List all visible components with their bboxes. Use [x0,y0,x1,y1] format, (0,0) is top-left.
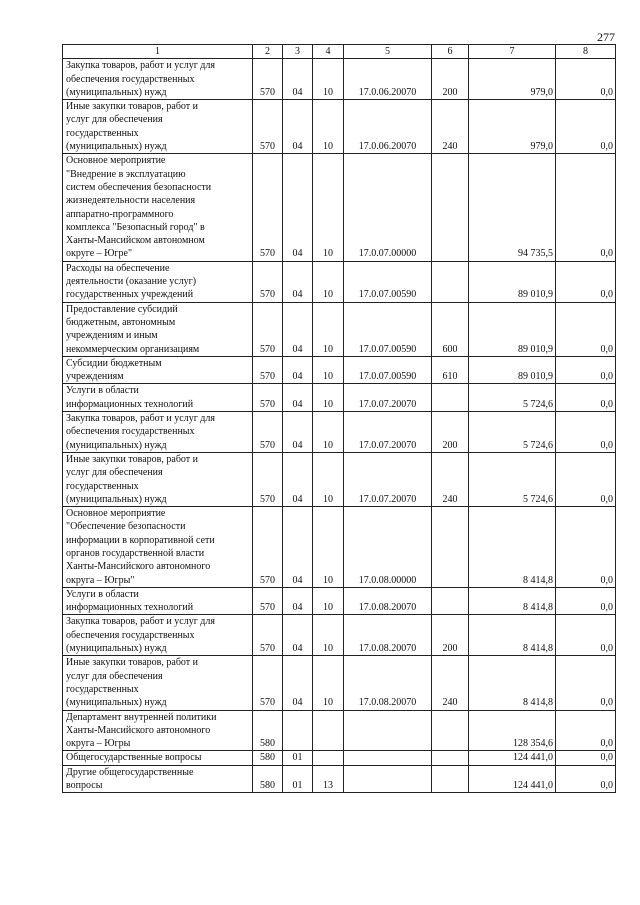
row-section-cell: 04 [283,452,313,506]
row-section-cell: 04 [283,656,313,710]
row-target-article-cell: 17.0.07.20070 [344,412,432,453]
column-header-5: 5 [344,45,432,59]
table-row [63,507,616,588]
table-row [63,765,616,793]
row-section-cell: 01 [283,751,313,765]
column-header-6: 6 [432,45,469,59]
row-expense-type-cell: 200 [432,412,469,453]
row-grbs-cell: 570 [253,261,283,302]
row-subsection-cell: 10 [313,100,344,154]
row-expense-type-cell: 240 [432,100,469,154]
row-subsection-cell: 10 [313,452,344,506]
table-row [63,452,616,506]
row-target-article-cell: 17.0.08.20070 [344,587,432,615]
row-amount-cell: 89 010,9 [469,302,556,356]
row-target-article-cell: 17.0.07.20070 [344,384,432,412]
row-grbs-cell: 570 [253,100,283,154]
row-target-article-cell [344,765,432,793]
row-amount2-cell: 0,0 [556,356,616,384]
row-section-cell: 04 [283,412,313,453]
row-target-article-cell: 17.0.07.00590 [344,356,432,384]
row-section-cell: 04 [283,615,313,656]
table-row [63,384,616,412]
table-row [63,154,616,261]
row-expense-type-cell: 600 [432,302,469,356]
row-subsection-cell: 10 [313,587,344,615]
row-target-article-cell [344,710,432,751]
row-name-cell: Расходы на обеспечение деятельности (оказание услуг) государственных учреждений [63,261,253,302]
row-expense-type-cell [432,384,469,412]
page-number: 277 [597,30,615,44]
row-amount-cell: 8 414,8 [469,656,556,710]
row-target-article-cell: 17.0.07.20070 [344,452,432,506]
row-grbs-cell: 570 [253,452,283,506]
row-amount2-cell: 0,0 [556,261,616,302]
row-amount-cell: 94 735,5 [469,154,556,261]
row-target-article-cell: 17.0.08.00000 [344,507,432,588]
row-amount2-cell: 0,0 [556,615,616,656]
row-amount-cell: 979,0 [469,100,556,154]
row-expense-type-cell [432,587,469,615]
table-header-row [63,45,616,59]
row-expense-type-cell [432,710,469,751]
table-row [63,587,616,615]
table-row [63,100,616,154]
column-header-4: 4 [313,45,344,59]
row-section-cell: 04 [283,154,313,261]
row-grbs-cell: 570 [253,656,283,710]
row-amount-cell: 89 010,9 [469,356,556,384]
row-name-cell: Общегосударственные вопросы [63,751,253,765]
row-grbs-cell: 570 [253,615,283,656]
row-amount2-cell: 0,0 [556,751,616,765]
row-expense-type-cell [432,751,469,765]
row-subsection-cell: 10 [313,302,344,356]
row-amount-cell: 5 724,6 [469,452,556,506]
row-amount2-cell: 0,0 [556,384,616,412]
row-expense-type-cell [432,507,469,588]
row-section-cell: 04 [283,507,313,588]
row-amount2-cell: 0,0 [556,765,616,793]
row-grbs-cell: 570 [253,412,283,453]
row-amount2-cell: 0,0 [556,452,616,506]
row-amount-cell: 128 354,6 [469,710,556,751]
row-amount-cell: 5 724,6 [469,384,556,412]
row-name-cell: Субсидии бюджетным учреждениям [63,356,253,384]
table-row [63,302,616,356]
row-section-cell: 04 [283,261,313,302]
row-amount2-cell: 0,0 [556,587,616,615]
row-subsection-cell: 10 [313,154,344,261]
row-amount-cell: 8 414,8 [469,507,556,588]
row-expense-type-cell [432,765,469,793]
row-amount-cell: 124 441,0 [469,765,556,793]
row-amount-cell: 8 414,8 [469,615,556,656]
row-amount2-cell: 0,0 [556,656,616,710]
row-name-cell: Услуги в области информационных технологий [63,384,253,412]
table-row [63,59,616,100]
row-subsection-cell: 10 [313,384,344,412]
row-grbs-cell: 570 [253,507,283,588]
row-subsection-cell: 10 [313,412,344,453]
row-amount-cell: 89 010,9 [469,261,556,302]
table-row [63,356,616,384]
row-name-cell: Иные закупки товаров, работ и услуг для обеспечения государственных (муниципальных) нужд [63,656,253,710]
row-name-cell: Услуги в области информационных технологий [63,587,253,615]
row-target-article-cell: 17.0.06.20070 [344,100,432,154]
row-subsection-cell: 10 [313,507,344,588]
column-header-7: 7 [469,45,556,59]
column-header-8: 8 [556,45,616,59]
row-name-cell: Иные закупки товаров, работ и услуг для обеспечения государственных (муниципальных) нужд [63,452,253,506]
row-amount2-cell: 0,0 [556,507,616,588]
table-row [63,412,616,453]
row-grbs-cell: 570 [253,356,283,384]
row-expense-type-cell: 240 [432,656,469,710]
row-section-cell: 04 [283,100,313,154]
row-name-cell: Закупка товаров, работ и услуг для обеспечения государственных (муниципальных) нужд [63,615,253,656]
row-subsection-cell: 13 [313,765,344,793]
row-expense-type-cell: 200 [432,59,469,100]
row-subsection-cell: 10 [313,656,344,710]
table-row [63,615,616,656]
row-expense-type-cell: 200 [432,615,469,656]
budget-table [62,44,616,793]
row-section-cell: 04 [283,587,313,615]
column-header-2: 2 [253,45,283,59]
row-amount-cell: 8 414,8 [469,587,556,615]
row-section-cell: 04 [283,302,313,356]
row-grbs-cell: 570 [253,587,283,615]
row-grbs-cell: 580 [253,765,283,793]
row-subsection-cell [313,751,344,765]
row-grbs-cell: 570 [253,302,283,356]
row-amount-cell: 5 724,6 [469,412,556,453]
row-grbs-cell: 580 [253,751,283,765]
row-expense-type-cell [432,154,469,261]
row-amount2-cell: 0,0 [556,412,616,453]
row-amount2-cell: 0,0 [556,154,616,261]
row-section-cell [283,710,313,751]
column-header-3: 3 [283,45,313,59]
row-target-article-cell [344,751,432,765]
row-amount2-cell: 0,0 [556,302,616,356]
row-amount-cell: 124 441,0 [469,751,556,765]
row-grbs-cell: 580 [253,710,283,751]
table-row [63,710,616,751]
row-grbs-cell: 570 [253,59,283,100]
row-expense-type-cell: 240 [432,452,469,506]
row-name-cell: Иные закупки товаров, работ и услуг для обеспечения государственных (муниципальных) нужд [63,100,253,154]
row-section-cell: 04 [283,59,313,100]
row-target-article-cell: 17.0.06.20070 [344,59,432,100]
row-expense-type-cell: 610 [432,356,469,384]
row-name-cell: Другие общегосударственные вопросы [63,765,253,793]
row-target-article-cell: 17.0.07.00000 [344,154,432,261]
row-subsection-cell: 10 [313,615,344,656]
row-target-article-cell: 17.0.07.00590 [344,302,432,356]
row-name-cell: Департамент внутренней политики Ханты-Мансийского автономного округа – Югры [63,710,253,751]
row-name-cell: Закупка товаров, работ и услуг для обеспечения государственных (муниципальных) нужд [63,59,253,100]
row-name-cell: Основное мероприятие "Внедрение в эксплуатацию систем обеспечения безопасности жизнедеятельности населения аппаратно-программного комплекса "Безопасный город" в Ханты-Мансийском автономном округе – Югре" [63,154,253,261]
row-grbs-cell: 570 [253,154,283,261]
row-amount-cell: 979,0 [469,59,556,100]
row-amount2-cell: 0,0 [556,100,616,154]
row-amount2-cell: 0,0 [556,710,616,751]
row-name-cell: Основное мероприятие "Обеспечение безопасности информации в корпоративной сети органов государственной власти Ханты-Мансийского автономного округа – Югры" [63,507,253,588]
row-amount2-cell: 0,0 [556,59,616,100]
row-target-article-cell: 17.0.08.20070 [344,656,432,710]
column-header-1: 1 [63,45,253,59]
row-section-cell: 01 [283,765,313,793]
table-row [63,656,616,710]
row-section-cell: 04 [283,356,313,384]
row-name-cell: Предоставление субсидий бюджетным, автономным учреждениям и иным некоммерческим организациям [63,302,253,356]
row-expense-type-cell [432,261,469,302]
table-row [63,261,616,302]
row-section-cell: 04 [283,384,313,412]
row-target-article-cell: 17.0.07.00590 [344,261,432,302]
table-body [63,59,616,793]
row-subsection-cell: 10 [313,356,344,384]
table-row [63,751,616,765]
row-target-article-cell: 17.0.08.20070 [344,615,432,656]
row-subsection-cell: 10 [313,261,344,302]
row-subsection-cell: 10 [313,59,344,100]
row-subsection-cell [313,710,344,751]
row-name-cell: Закупка товаров, работ и услуг для обеспечения государственных (муниципальных) нужд [63,412,253,453]
row-grbs-cell: 570 [253,384,283,412]
